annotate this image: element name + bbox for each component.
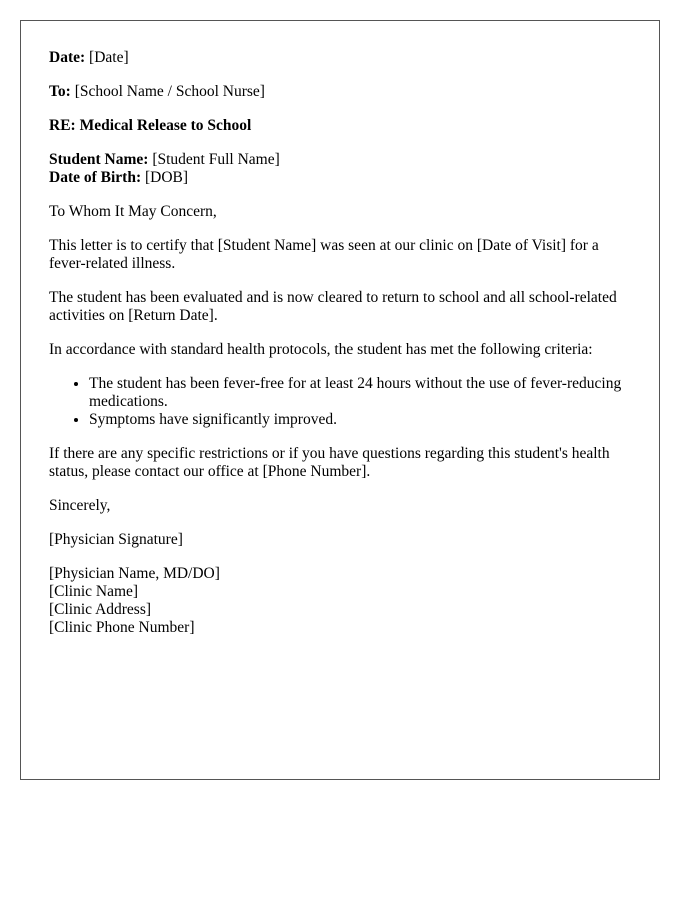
student-name-value: [Student Full Name] [152, 151, 280, 168]
re-text: RE: Medical Release to School [49, 117, 252, 134]
date-line [49, 49, 634, 67]
to-label: To: [49, 83, 71, 100]
to-line [49, 83, 634, 101]
paragraph-cleared: The student has been evaluated and is now cleared to return to school and all school-related activities on [Return Date]. [49, 289, 617, 324]
clinic-name: [Clinic Name] [49, 583, 139, 600]
date-label: Date: [49, 49, 86, 66]
student-info [49, 151, 634, 187]
clinic-phone: [Clinic Phone Number] [49, 619, 195, 636]
to-value: [School Name / School Nurse] [74, 83, 265, 100]
physician-signature: [Physician Signature] [49, 531, 183, 548]
paragraph-criteria-intro: In accordance with standard health protocols, the student has met the following criteria: [49, 341, 593, 358]
letter-page [20, 20, 660, 780]
re-line [49, 117, 634, 135]
criteria-item: • The student has been fever-free for at least 24 hours without the use of fever-reducing medications. [89, 375, 634, 411]
physician-details [49, 565, 634, 637]
sign-off: Sincerely, [49, 497, 111, 514]
letter-content [49, 49, 634, 653]
dob-label: Date of Birth: [49, 169, 142, 186]
paragraph-contact: If there are any specific restrictions or if you have questions regarding this student's health status, please contact our office at [Phone Number]. [49, 445, 610, 480]
criteria-list [49, 375, 634, 429]
criteria-item: • Symptoms have significantly improved. [89, 411, 634, 429]
paragraph-certify: This letter is to certify that [Student Name] was seen at our clinic on [Date of Visit] for a fever-related illness. [49, 237, 599, 272]
date-value: [Date] [89, 49, 129, 66]
student-name-line [49, 151, 634, 169]
salutation: To Whom It May Concern, [49, 203, 217, 220]
dob-line [49, 169, 634, 187]
student-name-label: Student Name: [49, 151, 149, 168]
clinic-address: [Clinic Address] [49, 601, 152, 618]
dob-value: [DOB] [145, 169, 189, 186]
physician-name: [Physician Name, MD/DO] [49, 565, 220, 582]
